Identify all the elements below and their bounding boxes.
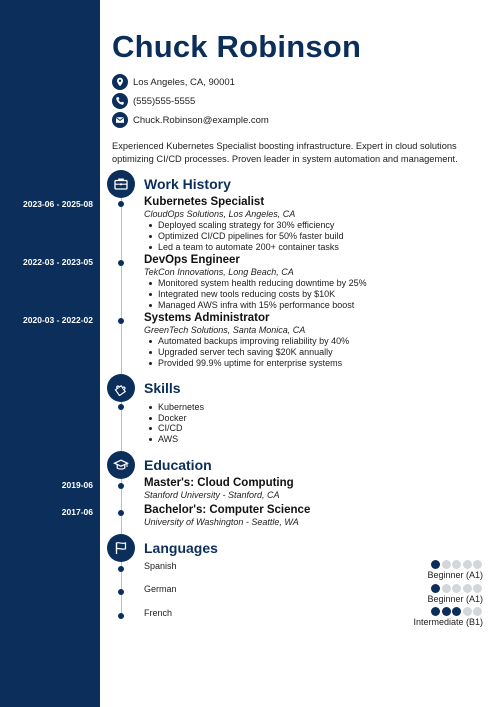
timeline-dot [118,404,124,410]
job-bullet: Managed AWS infra with 15% performance boost [144,300,484,311]
language-rating [431,607,482,616]
job-bullet: Upgraded server tech saving $20K annually [144,347,484,358]
sidebar [0,0,100,707]
school-name: University of Washington - Seattle, WA [144,517,299,527]
work-history-heading: Work History [144,176,231,192]
timeline-dot [118,566,124,572]
skill-item: Kubernetes [144,402,204,413]
language-name: German [144,584,177,594]
contact-phone [112,93,195,109]
job-bullets [144,336,484,369]
puzzle-icon [107,374,135,402]
job-title: Kubernetes Specialist [144,196,265,208]
job-title: DevOps Engineer [144,254,240,266]
job-company: TekCon Innovations, Long Beach, CA [144,267,294,277]
rating-dot [473,584,482,593]
language-level: Intermediate (B1) [413,617,483,627]
rating-dot [473,560,482,569]
rating-dot [452,607,461,616]
candidate-name: Chuck Robinson [112,29,362,64]
rating-dot [452,560,461,569]
job-title: Systems Administrator [144,312,270,324]
job-company: GreenTech Solutions, Santa Monica, CA [144,325,306,335]
skills-heading: Skills [144,380,181,396]
job-dates: 2023-06 - 2025-08 [23,199,93,209]
skills-list [144,402,204,444]
language-name: French [144,608,173,618]
phone-icon [112,93,128,109]
job-bullet: Provided 99.9% uptime for enterprise systems [144,358,484,369]
timeline-dot [118,260,124,266]
job-entry [144,312,484,369]
rating-dot [431,584,440,593]
education-entry [144,477,484,501]
contact-email [112,112,269,128]
job-bullet: Led a team to automate 200+ container tasks [144,242,484,253]
rating-dot [431,560,440,569]
job-entry [144,254,484,311]
language-name: Spanish [144,561,177,571]
timeline-dot [118,483,124,489]
job-bullet: Optimized CI/CD pipelines for 50% faster build [144,231,484,242]
timeline-dot [118,318,124,324]
job-entry [144,196,484,253]
job-bullet: Monitored system health reducing downtime by 25% [144,278,484,289]
rating-dot [442,560,451,569]
education-entry [144,504,484,528]
rating-dot [473,607,482,616]
languages-heading: Languages [144,540,218,556]
degree-title: Master's: Cloud Computing [144,477,294,489]
job-company: CloudOps Solutions, Los Angeles, CA [144,209,296,219]
education-date: 2019-06 [61,480,93,490]
job-bullet: Deployed scaling strategy for 30% efficiency [144,220,484,231]
rating-dot [463,560,472,569]
address-text: Los Angeles, CA, 90001 [133,76,235,88]
envelope-icon [112,112,128,128]
language-level: Beginner (A1) [427,594,483,604]
school-name: Stanford University - Stanford, CA [144,490,280,500]
rating-dot [431,607,440,616]
phone-text: (555)555-5555 [133,95,196,107]
professional-summary: Experienced Kubernetes Specialist boosting infrastructure. Expert in cloud solutions optimizing CI/CD processes. Proven leader in system automation and management. [112,141,458,164]
timeline-dot [118,613,124,619]
language-level: Beginner (A1) [427,570,483,580]
job-bullets [144,278,484,311]
rating-dot [442,607,451,616]
location-pin-icon [112,74,128,90]
skill-item: AWS [144,434,204,445]
timeline-dot [118,510,124,516]
skill-item: CI/CD [144,423,204,434]
education-date: 2017-06 [61,507,93,517]
rating-dot [463,584,472,593]
job-bullet: Integrated new tools reducing costs by $10K [144,289,484,300]
rating-dot [442,584,451,593]
graduation-cap-icon [107,451,135,479]
rating-dot [463,607,472,616]
timeline-dot [118,589,124,595]
job-dates: 2022-03 - 2023-05 [23,257,93,267]
language-rating [431,584,482,593]
email-text: Chuck.Robinson@example.com [133,114,269,126]
job-dates: 2020-03 - 2022-02 [23,315,93,325]
skill-item: Docker [144,413,204,424]
flag-icon [107,534,135,562]
language-rating [431,560,482,569]
briefcase-icon [107,170,135,198]
rating-dot [452,584,461,593]
degree-title: Bachelor's: Computer Science [144,504,311,516]
contact-address [112,74,235,90]
job-bullet: Automated backups improving reliability by 40% [144,336,484,347]
job-bullets [144,220,484,253]
education-heading: Education [144,457,212,473]
timeline-dot [118,201,124,207]
